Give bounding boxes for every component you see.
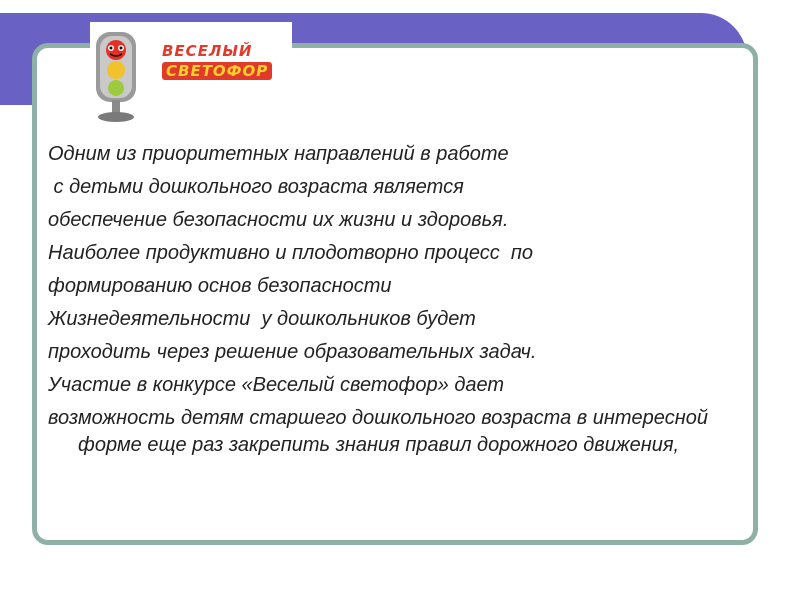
body-paragraph	[48, 138, 748, 459]
text-line: Наиболее продуктивно и плодотворно процесс по	[48, 242, 534, 264]
text-line: обеспечение безопасности их жизни и здоровья.	[48, 209, 509, 231]
logo-word-bottom: СВЕТОФОР	[162, 62, 272, 80]
logo	[90, 22, 292, 124]
text-line: Участие в конкурсе «Веселый светофор» дает	[48, 374, 505, 396]
text-line: Одним из приоритетных направлений в работе	[48, 143, 509, 165]
text-line: с детьми дошкольного возраста является	[48, 176, 464, 198]
logo-word-top: ВЕСЕЛЫЙ	[162, 42, 253, 60]
text-line: Жизнедеятельности у дошкольников будет	[48, 308, 476, 330]
text-line: возможность детям старшего дошкольного возраста в интересной форме еще раз закрепить знания правил дорожного движения,	[48, 407, 708, 456]
text-line: проходить через решение образовательных задач.	[48, 341, 537, 363]
text-line: формированию основ безопасности	[48, 275, 392, 297]
